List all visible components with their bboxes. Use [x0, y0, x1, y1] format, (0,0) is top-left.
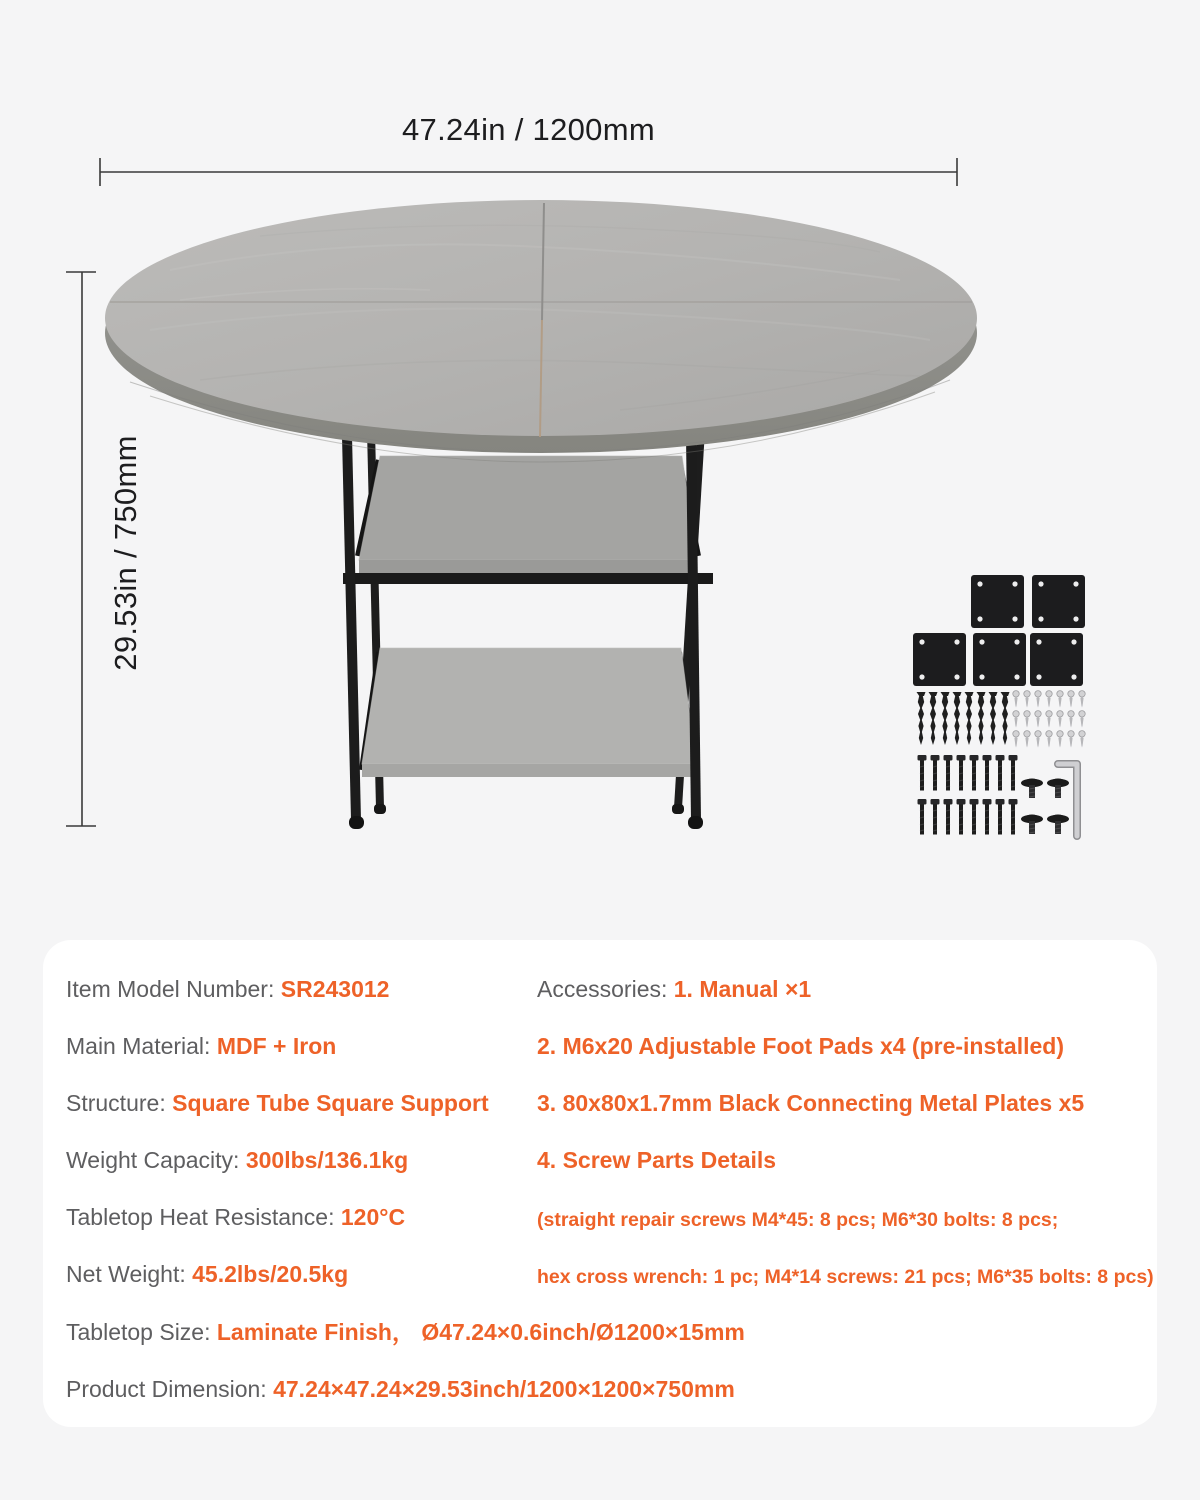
bolts — [918, 755, 1018, 835]
upper-shelf — [359, 456, 697, 573]
spec-value: 1. Manual ×1 — [673, 976, 812, 1002]
spec-row-material — [66, 1032, 336, 1060]
spec-value: 3. 80x80x1.7mm Black Connecting Metal Plates x5 — [537, 1090, 1085, 1116]
spec-label: Product Dimension: — [66, 1376, 274, 1402]
spec-row-structure — [66, 1089, 489, 1117]
leg-foot — [349, 816, 364, 829]
spec-value: hex cross wrench: 1 pc; M4*14 screws: 21 pcs; M6*35 bolts: 8 pcs) — [537, 1266, 1154, 1288]
spec-label: Tabletop Heat Resistance: — [66, 1204, 341, 1230]
spec-value: 300lbs/136.1kg — [245, 1147, 409, 1173]
spec-label: Tabletop Size: — [66, 1319, 217, 1345]
spec-value: 120°C — [340, 1204, 406, 1230]
spec-value: 4. Screw Parts Details — [537, 1147, 777, 1173]
spec-value: 45.2lbs/20.5kg — [192, 1261, 349, 1287]
spec-row-screw-details-2 — [537, 1263, 1154, 1291]
spec-value: SR243012 — [280, 976, 390, 1002]
spec-row-product-dimension — [66, 1375, 735, 1403]
spec-row-tabletop-size — [66, 1318, 745, 1346]
spec-value: 47.24×47.24×29.53inch/1200×1200×750mm — [273, 1376, 735, 1402]
spec-panel — [43, 940, 1157, 1427]
spec-label: Weight Capacity: — [66, 1147, 246, 1173]
tabletop — [105, 200, 977, 462]
spec-row-accessory-2 — [537, 1032, 1064, 1060]
width-dimension-label: 47.24in / 1200mm — [402, 112, 655, 147]
spec-value: Square Tube Square Support — [172, 1090, 489, 1116]
spec-value: 2. M6x20 Adjustable Foot Pads x4 (pre-installed) — [537, 1033, 1065, 1059]
spec-row-screw-details-1 — [537, 1206, 1058, 1234]
spec-value: MDF + Iron — [216, 1033, 337, 1059]
spec-value: Laminate Finish， Ø47.24×0.6inch/Ø1200×15mm — [216, 1319, 745, 1345]
spec-label: Accessories: — [537, 976, 674, 1002]
spec-label: Structure: — [66, 1090, 173, 1116]
lower-shelf — [362, 648, 696, 777]
spec-label: Net Weight: — [66, 1261, 193, 1287]
spec-row-accessories — [537, 975, 811, 1003]
spec-label: Item Model Number: — [66, 976, 281, 1002]
spec-row-model — [66, 975, 389, 1003]
spec-label: Main Material: — [66, 1033, 217, 1059]
machine-screws — [1013, 691, 1085, 748]
metal-plates — [913, 575, 1085, 686]
mid-frame-bar — [343, 573, 713, 584]
spec-row-accessory-3 — [537, 1089, 1084, 1117]
spec-value: (straight repair screws M4*45: 8 pcs; M6*30 bolts: 8 pcs; — [537, 1209, 1059, 1231]
leg-foot — [688, 816, 703, 829]
wood-screws — [917, 692, 1010, 745]
spec-row-accessory-4 — [537, 1146, 776, 1174]
hardware-kit — [880, 550, 1180, 870]
spec-row-net-weight — [66, 1260, 348, 1288]
spec-row-weight-capacity — [66, 1146, 408, 1174]
height-dimension-label: 29.53in / 750mm — [108, 435, 143, 671]
table-frame — [343, 430, 713, 829]
spec-row-heat-resistance — [66, 1203, 405, 1231]
foot-pads — [1021, 779, 1069, 835]
